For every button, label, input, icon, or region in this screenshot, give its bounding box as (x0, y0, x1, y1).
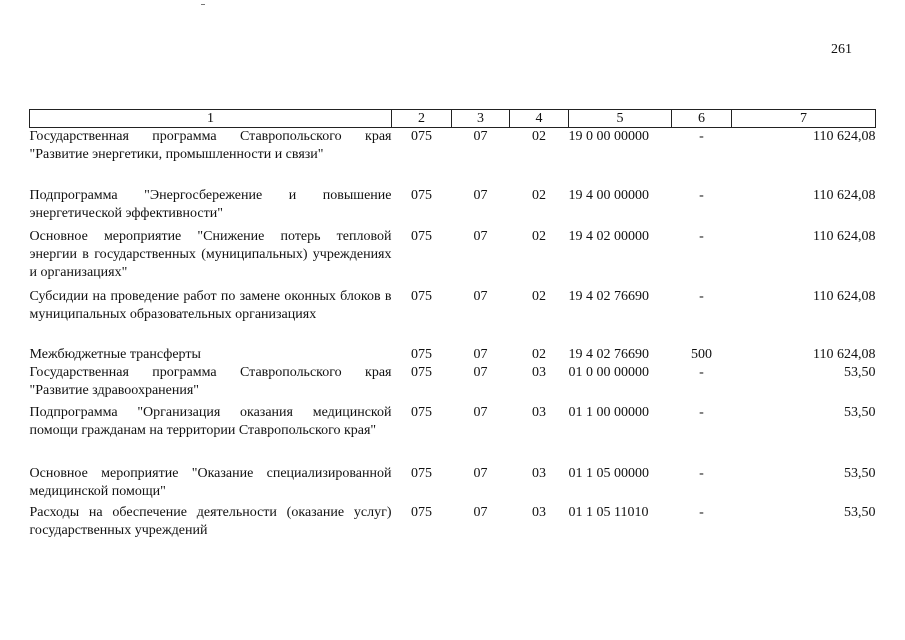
row-subsection-code: 02 (532, 288, 546, 304)
row-target-code: 01 0 00 00000 (568, 364, 649, 380)
row-subsection-code: 02 (532, 346, 546, 362)
row-expense-type: - (699, 404, 704, 420)
row-section-code: 07 (473, 228, 488, 244)
row-ministry-code: 075 (411, 288, 432, 304)
row-section-code: 07 (473, 364, 488, 380)
table-row (30, 504, 876, 544)
table-row (30, 465, 876, 504)
column-header-2: 2 (392, 110, 452, 128)
table-row (30, 288, 876, 346)
row-expense-type: - (699, 364, 704, 380)
row-section-code: 07 (473, 465, 488, 481)
column-header-1: 1 (30, 110, 392, 128)
column-header-4: 4 (510, 110, 569, 128)
column-header-7: 7 (732, 110, 876, 128)
row-target-code: 01 1 05 11010 (568, 504, 649, 520)
column-header-3: 3 (452, 110, 510, 128)
row-target-code: 19 4 02 76690 (568, 346, 649, 362)
row-ministry-code: 075 (411, 187, 432, 203)
row-expense-type: - (699, 288, 704, 304)
row-section-code: 07 (473, 404, 488, 420)
row-amount: 53,50 (844, 404, 876, 420)
row-name: Государственная программа Ставропольского края "Развитие энергетики, промышленности и связи" (29, 129, 392, 162)
row-amount: 110 624,08 (813, 288, 876, 304)
row-target-code: 19 4 00 00000 (568, 187, 649, 203)
row-ministry-code: 075 (411, 228, 432, 244)
row-subsection-code: 03 (532, 404, 546, 420)
scan-speck (201, 4, 205, 5)
row-name: Расходы на обеспечение деятельности (оказание услуг) государственных учреждений (29, 504, 392, 538)
row-name: Государственная программа Ставропольского края "Развитие здравоохранения" (29, 364, 392, 398)
row-section-code: 07 (473, 288, 488, 304)
budget-table (29, 109, 876, 544)
row-name: Основное мероприятие "Снижение потерь тепловой энергии в государственных (муниципальных) учреждениях и организациях" (29, 228, 392, 280)
row-target-code: 19 4 02 76690 (568, 288, 649, 304)
row-amount: 53,50 (844, 364, 876, 380)
row-amount: 53,50 (844, 504, 876, 520)
row-target-code: 01 1 00 00000 (568, 404, 649, 420)
row-section-code: 07 (473, 129, 488, 144)
row-section-code: 07 (473, 346, 488, 362)
row-subsection-code: 02 (532, 129, 546, 144)
row-target-code: 01 1 05 00000 (568, 465, 649, 481)
row-ministry-code: 075 (411, 346, 432, 362)
row-target-code: 19 4 02 00000 (568, 228, 649, 244)
row-name: Межбюджетные трансферты (29, 346, 201, 362)
row-expense-type: - (699, 129, 704, 144)
column-header-6: 6 (672, 110, 732, 128)
row-ministry-code: 075 (411, 465, 432, 481)
row-subsection-code: 03 (532, 465, 546, 481)
row-name: Основное мероприятие "Оказание специализированной медицинской помощи" (29, 465, 392, 499)
row-ministry-code: 075 (411, 404, 432, 420)
row-amount: 110 624,08 (813, 346, 876, 362)
table-row (30, 228, 876, 288)
row-ministry-code: 075 (411, 364, 432, 380)
row-expense-type: - (699, 228, 704, 244)
row-name: Подпрограмма "Энергосбережение и повышение энергетической эффективности" (29, 187, 392, 221)
row-name: Субсидии на проведение работ по замене оконных блоков в муниципальных образовательных организациях (29, 288, 392, 322)
row-ministry-code: 075 (411, 504, 432, 520)
row-target-code: 19 0 00 00000 (568, 129, 649, 144)
table-row (30, 128, 876, 187)
page-number: 261 (831, 42, 852, 57)
row-amount: 110 624,08 (813, 129, 876, 144)
row-section-code: 07 (473, 504, 488, 520)
row-expense-type: 500 (691, 346, 712, 362)
header-row (30, 110, 876, 128)
table-row (30, 404, 876, 465)
row-subsection-code: 02 (532, 187, 546, 203)
row-amount: 110 624,08 (813, 187, 876, 203)
row-ministry-code: 075 (411, 129, 432, 144)
table-row (30, 346, 876, 364)
row-expense-type: - (699, 465, 704, 481)
table-row (30, 364, 876, 404)
row-expense-type: - (699, 187, 704, 203)
row-section-code: 07 (473, 187, 488, 203)
column-header-5: 5 (569, 110, 672, 128)
row-amount: 53,50 (844, 465, 876, 481)
row-expense-type: - (699, 504, 704, 520)
row-amount: 110 624,08 (813, 228, 876, 244)
row-name: Подпрограмма "Организация оказания медицинской помощи гражданам на территории Ставропольского края" (29, 404, 392, 438)
table-row (30, 187, 876, 228)
row-subsection-code: 03 (532, 364, 546, 380)
row-subsection-code: 03 (532, 504, 546, 520)
row-subsection-code: 02 (532, 228, 546, 244)
